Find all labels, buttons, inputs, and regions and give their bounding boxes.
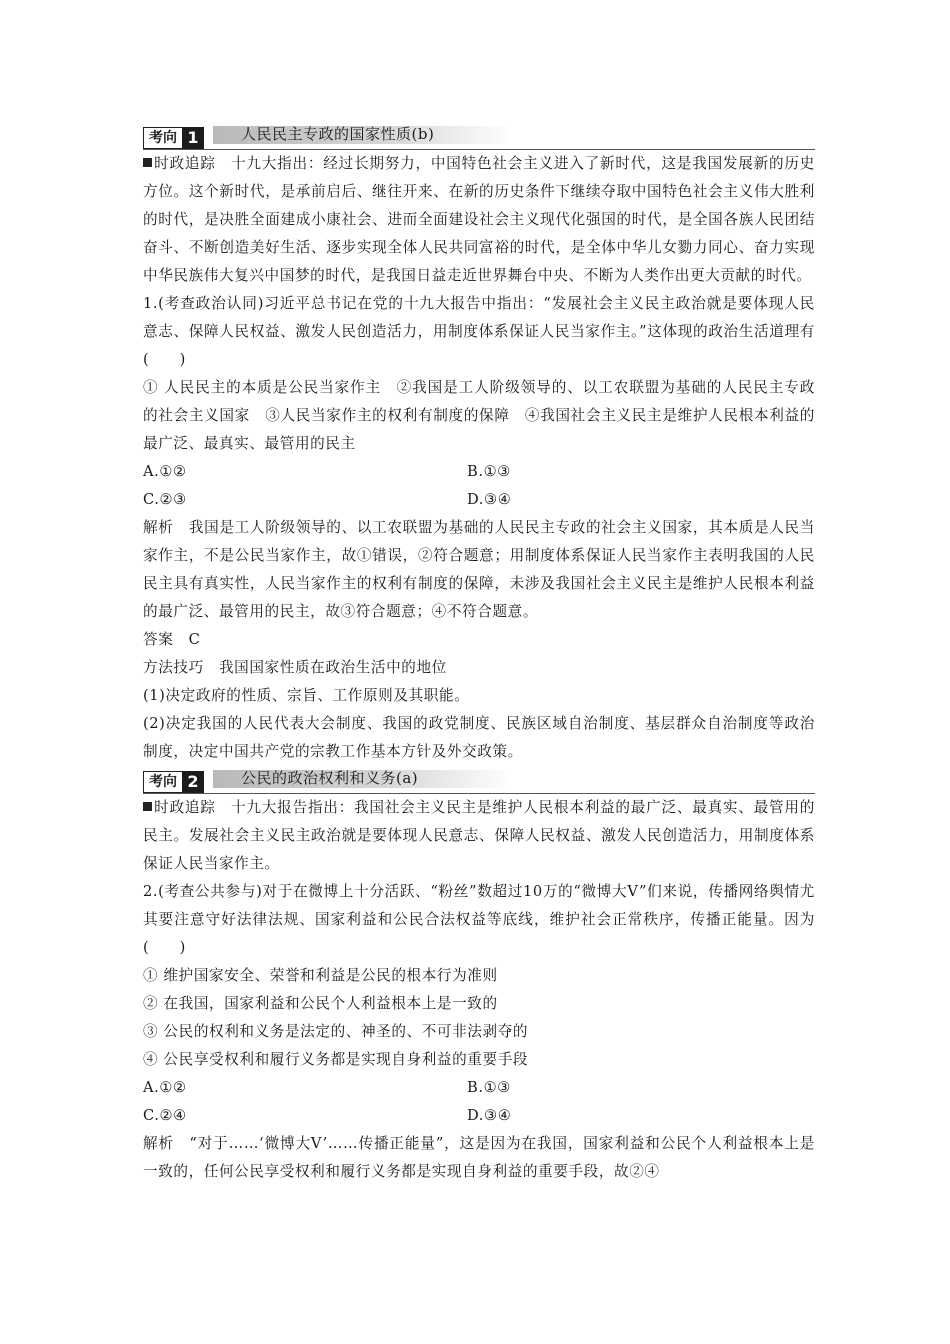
section-header-2 xyxy=(143,768,815,794)
section-tag xyxy=(143,127,204,149)
option-a: A.①② xyxy=(143,463,187,480)
tag-label: 考向 xyxy=(143,127,182,149)
news-text: 十九大报告指出：我国社会主义民主是维护人民根本利益的最广泛、最真实、最管用的民主。发展社会主义民主政治就是要体现人民意志、保障人民权益、激发人民创造活力，用制度体系保证人民当家作主。 xyxy=(143,799,815,872)
news-text: 十九大指出：经过长期努力，中国特色社会主义进入了新时代，这是我国发展新的历史方位。这个新时代，是承前启后、继往开来、在新的历史条件下继续夺取中国特色社会主义伟大胜利的时代，是决胜全面建成小康社会、进而全面建设社会主义现代化强国的时代，是全国各族人民团结奋斗、不断创造美好生活、逐步实现全体人民共同富裕的时代，是全体中华儿女勠力同心、奋力实现中华民族伟大复兴中国梦的时代，是我国日益走近世界舞台中央、不断为人类作出更大贡献的时代。 xyxy=(143,155,815,284)
method-title: 方法技巧 我国国家性质在政治生活中的地位 xyxy=(143,659,447,676)
method-item-2: (2)决定我国的人民代表大会制度、我国的政党制度、民族区域自治制度、基层群众自治制度等政治制度，决定中国共产党的宗教工作基本方针及外交政策。 xyxy=(143,715,815,760)
header-rule xyxy=(143,793,815,794)
section-tag xyxy=(143,771,204,793)
tag-number: 2 xyxy=(182,771,204,793)
statement-4: ④ 公民享受权利和履行义务都是实现自身利益的重要手段 xyxy=(143,1051,529,1068)
statement-2: ② 在我国，国家利益和公民个人利益根本上是一致的 xyxy=(143,995,498,1012)
statement-3: ③ 公民的权利和义务是法定的、神圣的、不可非法剥夺的 xyxy=(143,1023,529,1040)
tag-label: 考向 xyxy=(143,771,182,793)
option-b: B.①③ xyxy=(467,463,511,480)
news-label: 时政追踪 xyxy=(154,155,216,172)
question-statements: ① 人民民主的本质是公民当家作主 ②我国是工人阶级领导的、以工农联盟为基础的人民民主专政的社会主义国家 ③人民当家作主的权利有制度的保障 ④我国社会主义民主是维护人民根本利益的最广泛、最真实、最管用的民主 xyxy=(143,379,815,452)
square-bullet-icon xyxy=(143,802,152,811)
option-c: C.②④ xyxy=(143,1107,187,1124)
answer-options xyxy=(143,1074,815,1130)
answer-text: 答案 C xyxy=(143,631,201,648)
option-b: B.①③ xyxy=(467,1079,511,1096)
document-content xyxy=(143,122,815,1186)
statement-1: ① 维护国家安全、荣誉和利益是公民的根本行为准则 xyxy=(143,967,498,984)
option-a: A.①② xyxy=(143,1079,187,1096)
analysis-text: 解析 “对于……‘微博大V’……传播正能量”，这是因为在我国，国家利益和公民个人利益根本上是一致的，任何公民享受权利和履行义务都是实现自身利益的重要手段，故②④ xyxy=(143,1135,815,1180)
header-rule xyxy=(143,149,815,150)
section-header-1 xyxy=(143,124,815,150)
option-c: C.②③ xyxy=(143,491,187,508)
section-title: 人民民主专政的国家性质(b) xyxy=(241,125,435,143)
square-bullet-icon xyxy=(143,158,152,167)
analysis-text: 解析 我国是工人阶级领导的、以工农联盟为基础的人民民主专政的社会主义国家，其本质是人民当家作主，不是公民当家作主，故①错误，②符合题意；用制度体系保证人民当家作主表明我国的人民民主具有真实性，人民当家作主的权利有制度的保障，未涉及我国社会主义民主是维护人民根本利益的最广泛、最管用的民主，故③符合题意；④不符合题意。 xyxy=(143,519,815,620)
news-paragraph xyxy=(143,794,815,878)
news-paragraph xyxy=(143,150,815,290)
section-title: 公民的政治权利和义务(a) xyxy=(241,769,419,787)
answer-options xyxy=(143,458,815,514)
option-d: D.③④ xyxy=(467,1107,512,1124)
news-label: 时政追踪 xyxy=(154,799,216,816)
question-text: 2.(考查公共参与)对于在微博上十分活跃、“粉丝”数超过10万的“微博大V”们来说，传播网络舆情尤其要注意守好法律法规、国家利益和公民合法权益等底线，维护社会正常秩序，传播正能量。因为( ) xyxy=(143,883,815,956)
tag-number: 1 xyxy=(182,127,204,149)
option-d: D.③④ xyxy=(467,491,512,508)
method-item-1: (1)决定政府的性质、宗旨、工作原则及其职能。 xyxy=(143,687,470,704)
question-text: 1.(考查政治认同)习近平总书记在党的十九大报告中指出：“发展社会主义民主政治就是要体现人民意志、保障人民权益、激发人民创造活力，用制度体系保证人民当家作主。”这体现的政治生活道理有( ) xyxy=(143,295,815,368)
